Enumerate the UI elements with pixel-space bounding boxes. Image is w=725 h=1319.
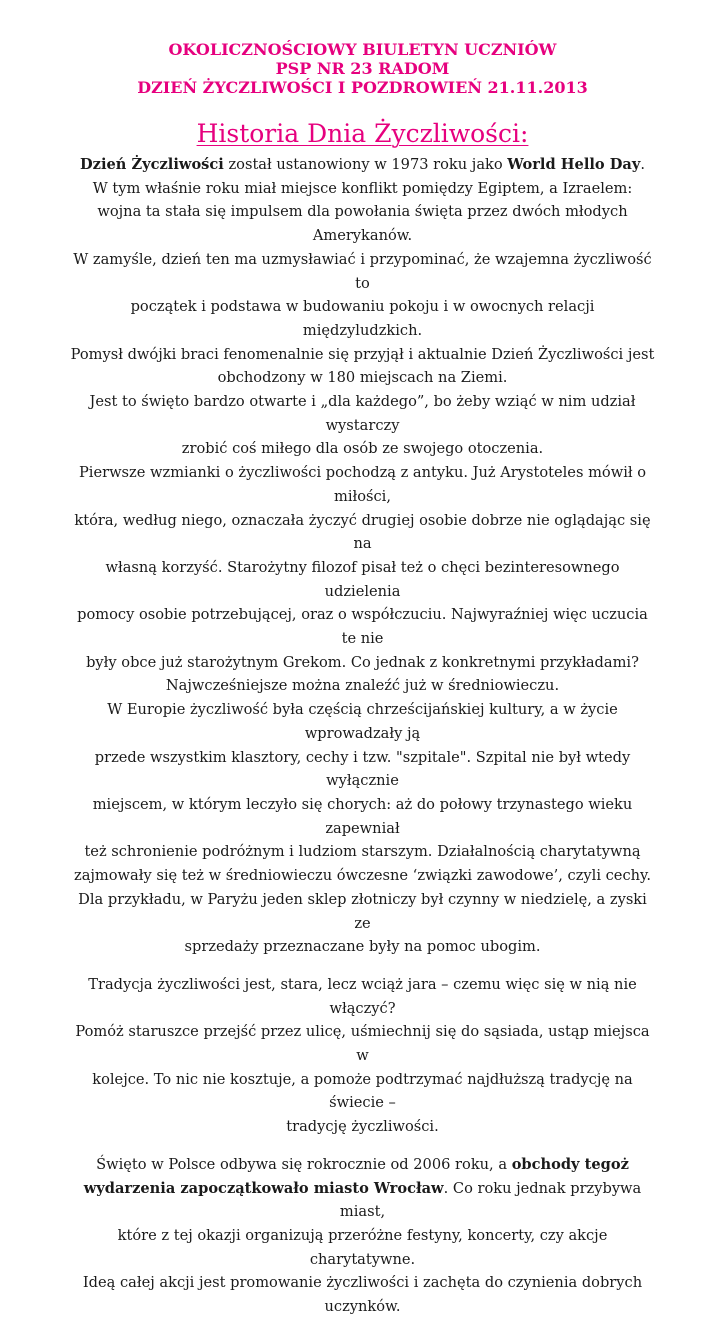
text-line: Ideą całej akcji jest promowanie życzliwości i zachęta do czynienia dobrych uczynków. xyxy=(82,1274,643,1316)
text-line: która, według niego, oznaczała życzyć drugiej osobie dobrze nie oglądając się na xyxy=(74,511,651,553)
text-line xyxy=(70,1177,655,1224)
text-run: . xyxy=(640,156,645,173)
paragraph-gap xyxy=(70,959,655,973)
text-line: wojna ta stała się impulsem dla powołania święta przez dwóch młodych Amerykanów. xyxy=(97,203,628,245)
text-line: Jest to święto bardzo otwarte i „dla każdego”, bo żeby wziąć w nim udział wystarczy xyxy=(89,393,636,434)
text-run: . Co roku jednak przybywa miast, xyxy=(339,1179,642,1221)
bold-phrase: Dzień Życzliwości xyxy=(80,156,224,173)
text-line: Tradycja życzliwości jest, stara, lecz wciąż jara – czemu więc się w nią nie włączyć? xyxy=(88,975,637,1017)
text-line: Dla przykładu, w Paryżu jeden sklep złotniczy był czynny w niedzielę, a zyski ze xyxy=(78,890,647,932)
text-line: które z tej okazji organizują przeróżne festyny, koncerty, czy akcje charytatywne. xyxy=(117,1226,608,1268)
bulletin-header xyxy=(0,40,725,97)
paragraph-tradition xyxy=(70,973,655,1139)
paragraph-poland xyxy=(70,1153,655,1319)
text-line: też schronienie podróżnym i ludziom starszym. Działalnością charytatywną xyxy=(84,843,641,861)
paragraph-gap xyxy=(70,1139,655,1153)
bold-phrase: wydarzenia zapoczątkowało miasto Wrocław xyxy=(83,1179,444,1197)
bold-phrase: obchody tegoż xyxy=(511,1155,629,1173)
text-line: zajmowały się też w średniowieczu ówczesne ‘związki zawodowe’, czyli cechy. xyxy=(74,867,651,885)
text-line: W zamyśle, dzień ten ma uzmysławiać i przypominać, że wzajemna życzliwość to xyxy=(73,250,652,292)
text-line: W Europie życzliwość była częścią chrześcijańskiej kultury, a w życie wprowadzały ją xyxy=(107,701,618,742)
text-line: kolejce. To nic nie kosztuje, a pomoże podtrzymać najdłuższą tradycję na świecie – xyxy=(92,1070,633,1112)
text-line: były obce już starożytnym Grekom. Co jednak z konkretnymi przykładami? xyxy=(86,653,639,671)
paragraph-history xyxy=(70,153,655,959)
text-run: został ustanowiony w 1973 roku jako xyxy=(223,156,508,173)
text-line: Pierwsze wzmianki o życzliwości pochodzą z antyku. Już Arystoteles mówił o miłości, xyxy=(78,464,647,505)
text-line: Pomóż staruszce przejść przez ulicę, uśmiechnij się do sąsiada, ustąp miejsca w xyxy=(75,1023,650,1065)
text-line: zrobić coś miłego dla osób ze swojego otoczenia. xyxy=(181,440,544,458)
header-line-1: OKOLICZNOŚCIOWY BIULETYN UCZNIÓW xyxy=(168,40,557,59)
text-line: pomocy osobie potrzebującej, oraz o współczuciu. Najwyraźniej więc uczucia te nie xyxy=(77,606,648,648)
text-line: miejscem, w którym leczyło się chorych: aż do połowy trzynastego wieku zapewniał xyxy=(92,795,633,837)
text-line: Najwcześniejsze można znaleźć już w średniowieczu. xyxy=(165,677,560,695)
text-line: przede wszystkim klasztory, cechy i tzw. "szpitale". Szpital nie był wtedy wyłącznie xyxy=(94,748,631,790)
text-line: początek i podstawa w budowaniu pokoju i w owocnych relacji międzyludzkich. xyxy=(130,298,595,339)
page-title: Historia Dnia Życzliwości: xyxy=(196,119,529,148)
bold-phrase: World Hello Day xyxy=(507,156,641,173)
text-line: sprzedaży przeznaczane były na pomoc ubogim. xyxy=(184,938,541,956)
text-line: W tym właśnie roku miał miejsce konflikt pomiędzy Egiptem, a Izraelem: xyxy=(92,179,633,197)
text-line: tradycję życzliwości. xyxy=(286,1118,439,1136)
text-run: Święto w Polsce odbywa się rokrocznie od 2006 roku, a xyxy=(96,1155,512,1173)
text-line: własną korzyść. Starożytny filozof pisał też o chęci bezinteresownego udzielenia xyxy=(105,558,620,600)
text-line xyxy=(70,153,655,177)
article-body xyxy=(70,153,655,1319)
header-line-2: PSP NR 23 RADOM xyxy=(275,59,450,78)
text-line: obchodzony w 180 miejscach na Ziemi. xyxy=(217,369,508,387)
text-line: Pomysł dwójki braci fenomenalnie się przyjął i aktualnie Dzień Życzliwości jest xyxy=(70,345,655,363)
text-line xyxy=(70,1153,655,1177)
header-line-3: DZIEŃ ŻYCZLIWOŚCI I POZDROWIEŃ 21.11.2013 xyxy=(137,78,588,97)
